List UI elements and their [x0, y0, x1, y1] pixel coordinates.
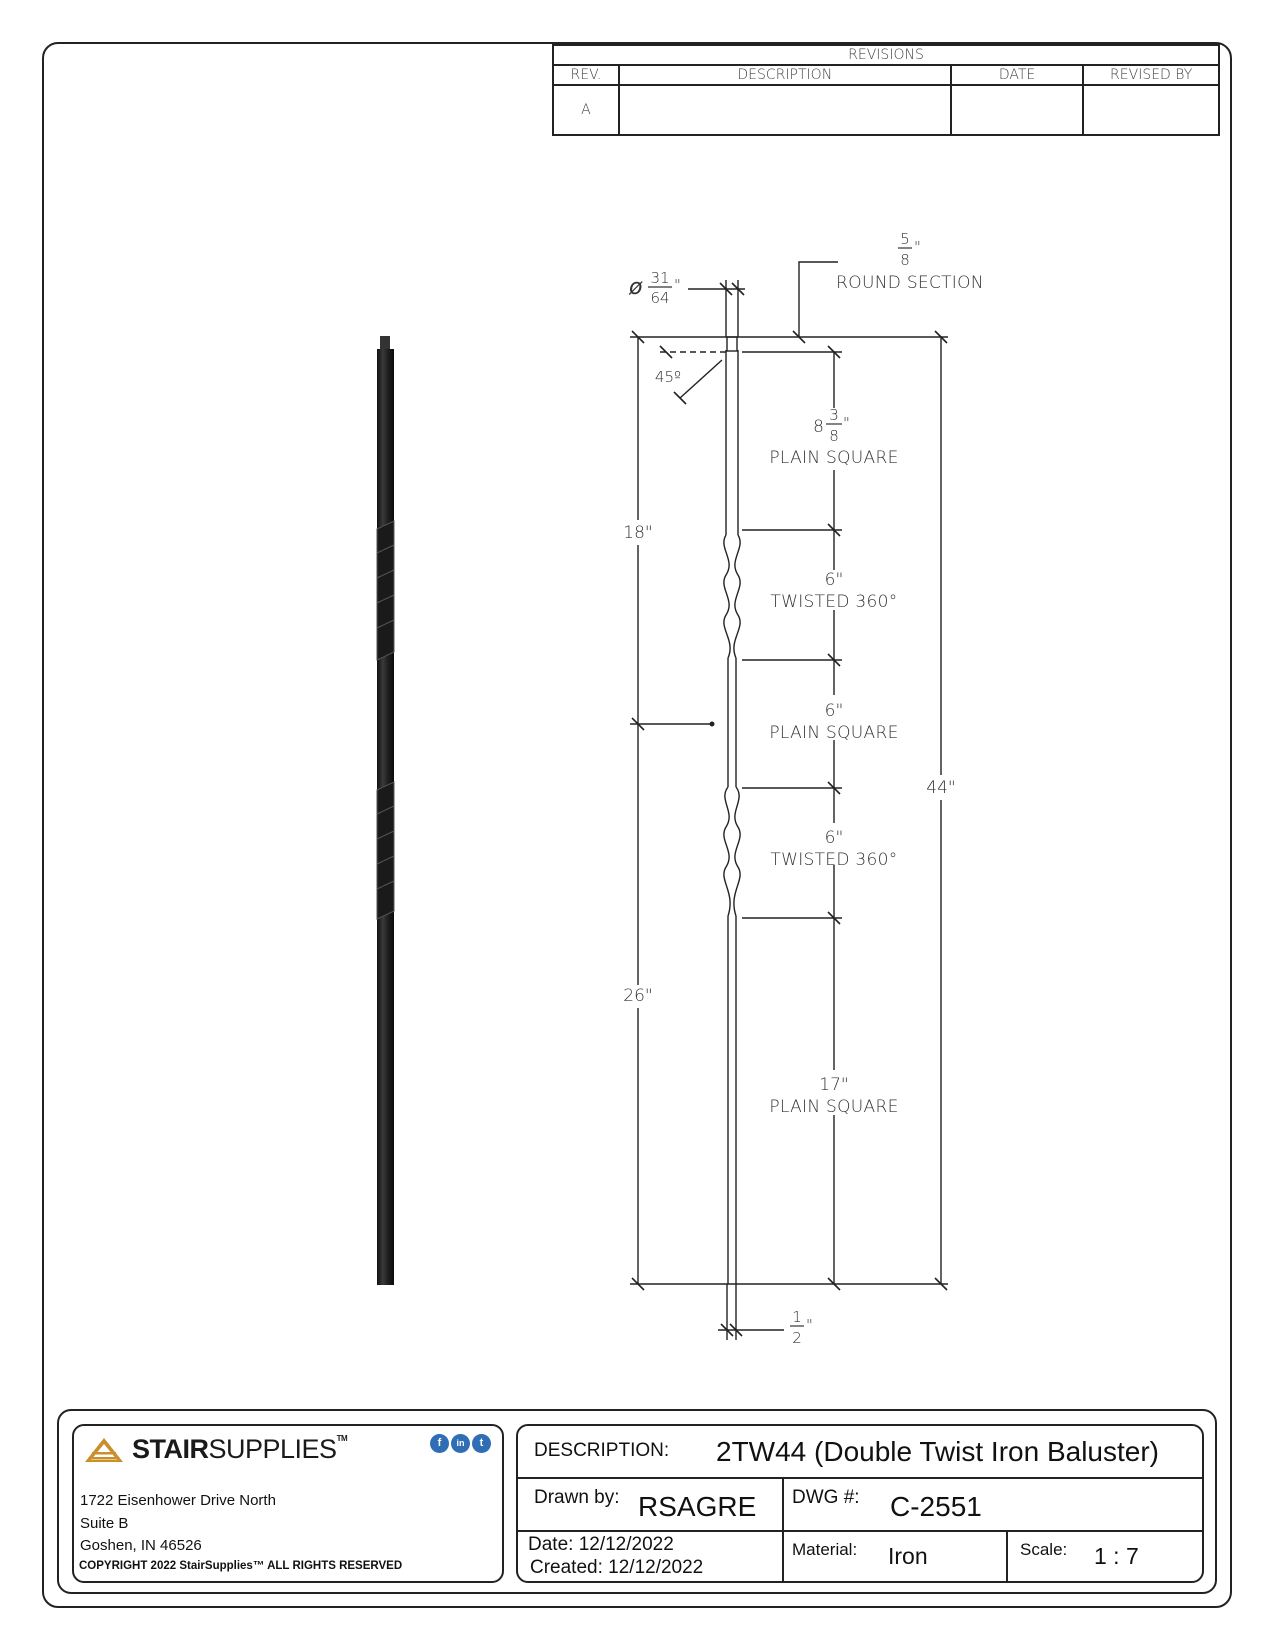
segment-5-length: 17"	[819, 1075, 849, 1095]
width-inch-mark: "	[806, 1316, 813, 1334]
address-line-1: 1722 Eisenhower Drive North	[80, 1492, 276, 1509]
upper-length-label: 18"	[623, 523, 653, 543]
drawn-by-value: RSAGRE	[638, 1491, 757, 1522]
diameter-inch-mark: "	[674, 276, 681, 294]
round-section-dimension	[836, 230, 984, 293]
segment-3-label: PLAIN SQUARE	[769, 723, 899, 743]
diameter-denominator: 64	[650, 289, 670, 307]
material-label: Material:	[792, 1540, 858, 1559]
diameter-symbol: ø	[629, 275, 643, 300]
twitter-icon[interactable]: t	[472, 1434, 491, 1453]
drawing-info-box	[516, 1424, 1204, 1583]
dwg-number-value: C-2551	[890, 1491, 982, 1522]
width-dimension	[790, 1308, 813, 1347]
facebook-icon[interactable]: f	[430, 1434, 449, 1453]
description-header: DESCRIPTION	[619, 65, 951, 85]
drawn-by-label: Drawn by:	[534, 1487, 620, 1508]
segment-1-denominator: 8	[829, 427, 839, 445]
description-value: 2TW44 (Double Twist Iron Baluster)	[716, 1436, 1159, 1467]
date-text: Date: 12/12/2022	[528, 1534, 674, 1555]
round-section-inch-mark: "	[914, 238, 921, 256]
round-section-numerator: 5	[900, 230, 910, 248]
width-numerator: 1	[792, 1308, 802, 1326]
segment-4-label: TWISTED 360°	[770, 850, 898, 870]
company-logo	[84, 1434, 347, 1465]
date-header: DATE	[951, 65, 1084, 85]
revised-by-header: REVISED BY	[1083, 65, 1219, 85]
width-denominator: 2	[792, 1329, 802, 1347]
round-section-label: ROUND SECTION	[836, 273, 984, 293]
dimension-drawing	[630, 262, 948, 1340]
segment-3-length: 6"	[824, 701, 844, 721]
rev-cell: A	[553, 85, 619, 135]
segment-2-length: 6"	[824, 570, 844, 590]
logo-wordmark	[132, 1434, 347, 1465]
segment-2-label: TWISTED 360°	[770, 592, 898, 612]
logo-bold-text: STAIR	[132, 1434, 209, 1464]
copyright-notice: COPYRIGHT 2022 StairSupplies™ ALL RIGHTS RESERVED	[79, 1560, 403, 1572]
social-links	[430, 1434, 491, 1453]
segment-4-length: 6"	[824, 828, 844, 848]
logo-thin-text: SUPPLIES	[208, 1434, 337, 1464]
overall-length-label: 44"	[926, 778, 956, 798]
dwg-number-label: DWG #:	[792, 1487, 860, 1508]
address-line-2: Suite B	[80, 1515, 129, 1532]
segment-1-numerator: 3	[829, 406, 839, 424]
segment-plain-square-top	[769, 406, 898, 468]
segment-5-label: PLAIN SQUARE	[769, 1097, 899, 1117]
revisions-title: REVISIONS	[553, 45, 1219, 65]
rev-header: REV.	[553, 65, 619, 85]
scale-value: 1 : 7	[1094, 1543, 1139, 1569]
staircase-logo-icon	[84, 1437, 124, 1463]
linkedin-icon[interactable]: in	[451, 1434, 470, 1453]
description-label: DESCRIPTION:	[534, 1440, 670, 1461]
created-text: Created: 12/12/2022	[530, 1557, 704, 1578]
chamfer-angle: 45º	[654, 368, 682, 386]
lower-length-label: 26"	[623, 986, 653, 1006]
segment-1-inch-mark: "	[843, 414, 850, 432]
diameter-numerator: 31	[650, 269, 670, 287]
logo-trademark: TM	[336, 1434, 348, 1443]
diameter-dimension	[628, 269, 681, 307]
baluster-render	[377, 336, 394, 1285]
segment-1-label: PLAIN SQUARE	[769, 448, 899, 468]
material-value: Iron	[888, 1543, 928, 1569]
address-line-3: Goshen, IN 46526	[80, 1537, 202, 1554]
round-section-denominator: 8	[900, 251, 910, 269]
scale-label: Scale:	[1020, 1540, 1068, 1559]
segment-1-whole: 8	[813, 417, 824, 437]
